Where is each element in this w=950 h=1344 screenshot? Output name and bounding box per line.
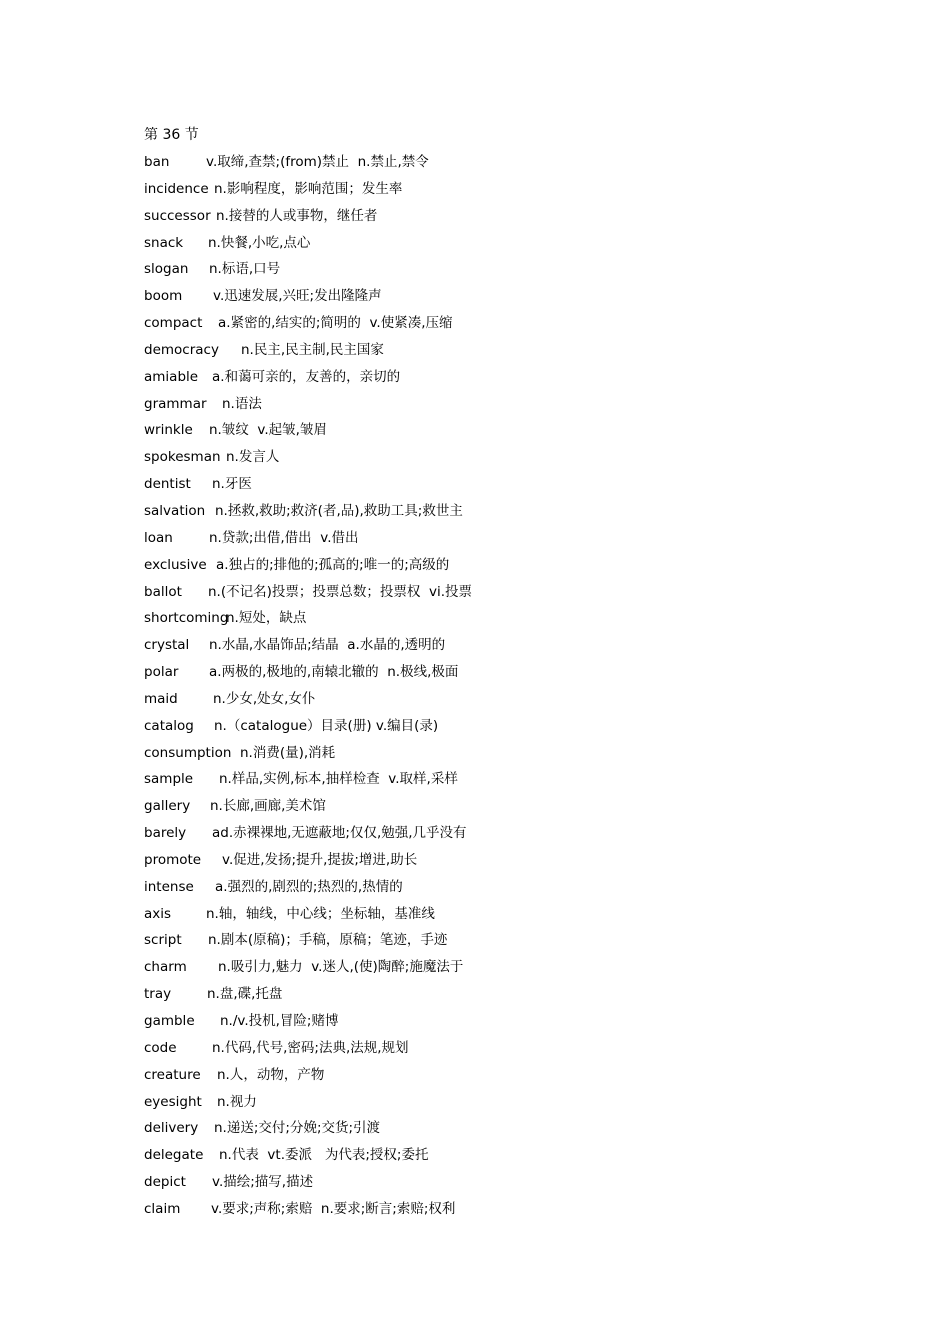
vocab-word: tray <box>144 986 172 1003</box>
vocab-entry <box>144 1115 844 1142</box>
vocab-word: shortcoming <box>144 610 229 627</box>
vocab-entry <box>144 579 844 606</box>
vocab-entry <box>144 525 844 552</box>
vocab-definition: a.两极的,极地的,南辕北辙的 n.极线,极面 <box>209 664 459 681</box>
vocab-word: compact <box>144 315 203 332</box>
vocab-word: intense <box>144 878 194 895</box>
vocab-entry <box>144 1008 844 1035</box>
vocab-word: catalog <box>144 717 194 734</box>
vocab-definition: n.快餐,小吃,点心 <box>208 234 311 251</box>
vocab-word: delegate <box>144 1147 204 1164</box>
vocab-entry <box>144 498 844 525</box>
vocab-word: sample <box>144 771 194 788</box>
section-title: 第 36 节 <box>144 127 199 143</box>
vocab-word: loan <box>144 529 173 546</box>
vocab-word: script <box>144 932 182 949</box>
vocab-word: claim <box>144 1200 181 1217</box>
vocab-definition: n.少女,处女,女仆 <box>213 690 316 707</box>
vocab-definition: n.语法 <box>222 395 262 412</box>
vocab-word: code <box>144 1039 177 1056</box>
vocab-entry <box>144 1169 844 1196</box>
vocab-entry <box>144 444 844 471</box>
vocab-definition: ad.赤裸裸地,无遮蔽地;仅仅,勉强,几乎没有 <box>212 825 467 842</box>
vocab-definition: v.迅速发展,兴旺;发出隆隆声 <box>213 288 382 305</box>
vocab-entry <box>144 230 844 257</box>
vocab-definition: v.要求;声称;索赔 n.要求;断言;索赔;权利 <box>211 1200 456 1217</box>
vocab-word: successor <box>144 207 211 224</box>
vocab-word: slogan <box>144 261 189 278</box>
vocab-definition: n.民主,民主制,民主国家 <box>241 341 384 358</box>
vocab-word: maid <box>144 690 178 707</box>
vocab-definition: n.(不记名)投票；投票总数；投票权 vi.投票 <box>208 583 472 600</box>
vocab-definition: n.影响程度，影响范围；发生率 <box>214 180 403 197</box>
vocab-definition: n.标语,口号 <box>209 261 281 278</box>
vocab-word: gallery <box>144 798 191 815</box>
vocab-word: ballot <box>144 583 182 600</box>
vocabulary-page <box>144 122 844 1223</box>
vocab-word: boom <box>144 288 183 305</box>
vocab-entry <box>144 1035 844 1062</box>
vocab-entry <box>144 766 844 793</box>
vocab-entry <box>144 1089 844 1116</box>
vocab-entry <box>144 337 844 364</box>
vocab-entry <box>144 713 844 740</box>
vocab-definition: n.（catalogue）目录(册) v.编目(录) <box>214 717 439 734</box>
vocab-entry <box>144 471 844 498</box>
vocab-word: exclusive <box>144 556 207 573</box>
vocab-definition: n.视力 <box>217 1093 257 1110</box>
vocab-entry <box>144 283 844 310</box>
vocab-word: polar <box>144 664 179 681</box>
vocab-word: salvation <box>144 502 206 519</box>
vocab-definition: a.和蔼可亲的，友善的，亲切的 <box>212 368 401 385</box>
vocab-definition: n.接替的人或事物，继任者 <box>216 207 378 224</box>
vocab-entry <box>144 659 844 686</box>
vocab-entry <box>144 149 844 176</box>
vocab-word: wrinkle <box>144 422 193 439</box>
vocab-entry <box>144 391 844 418</box>
vocab-definition: n.水晶,水晶饰品;结晶 a.水晶的,透明的 <box>209 637 446 654</box>
vocabulary-list <box>144 149 844 1223</box>
vocab-definition: v.取缔,查禁;(from)禁止 n.禁止,禁令 <box>206 154 429 170</box>
vocab-entry <box>144 256 844 283</box>
vocab-definition: n.代码,代号,密码;法典,法规,规划 <box>212 1039 409 1056</box>
vocab-definition: n.吸引力,魅力 v.迷人,(使)陶醉;施魔法于 <box>218 959 464 976</box>
vocab-word: ban <box>144 154 170 170</box>
vocab-definition: v.描绘;描写,描述 <box>212 1174 314 1191</box>
vocab-definition: n.递送;交付;分娩;交货;引渡 <box>214 1120 381 1137</box>
vocab-definition: n.拯救,救助;救济(者,品),救助工具;救世主 <box>215 502 463 519</box>
vocab-word: charm <box>144 959 187 976</box>
vocab-word: consumption <box>144 744 232 761</box>
vocab-definition: n.短处，缺点 <box>226 610 307 627</box>
vocab-entry <box>144 820 844 847</box>
vocab-word: snack <box>144 234 184 251</box>
vocab-word: axis <box>144 905 172 922</box>
vocab-word: dentist <box>144 476 191 493</box>
vocab-entry <box>144 1062 844 1089</box>
vocab-entry <box>144 1196 844 1223</box>
vocab-entry <box>144 176 844 203</box>
vocab-entry <box>144 605 844 632</box>
vocab-definition: n.人，动物，产物 <box>217 1066 325 1083</box>
vocab-definition: v.促进,发扬;提升,提拔;增进,助长 <box>222 851 418 868</box>
vocab-definition: n./v.投机,冒险;赌博 <box>220 1013 339 1029</box>
vocab-definition: n.皱纹 v.起皱,皱眉 <box>209 422 327 439</box>
vocab-entry <box>144 1142 844 1169</box>
vocab-entry <box>144 927 844 954</box>
vocab-definition: n.贷款;出借,借出 v.借出 <box>209 529 359 546</box>
vocab-word: promote <box>144 851 202 868</box>
vocab-entry <box>144 954 844 981</box>
vocab-definition: a.独占的;排他的;孤高的;唯一的;高级的 <box>216 556 450 573</box>
vocab-word: eyesight <box>144 1093 202 1110</box>
vocab-definition: n.牙医 <box>212 476 252 493</box>
vocab-word: grammar <box>144 395 207 412</box>
vocab-definition: a.紧密的,结实的;简明的 v.使紧凑,压缩 <box>218 315 453 332</box>
vocab-definition: n.盘,碟,托盘 <box>207 986 283 1003</box>
vocab-entry <box>144 793 844 820</box>
vocab-word: depict <box>144 1174 186 1191</box>
vocab-definition: n.发言人 <box>226 449 280 466</box>
vocab-entry <box>144 417 844 444</box>
vocab-definition: n.剧本(原稿)；手稿，原稿；笔迹，手迹 <box>208 932 448 949</box>
vocab-word: amiable <box>144 368 199 385</box>
vocab-entry <box>144 686 844 713</box>
vocab-definition: n.消费(量),消耗 <box>240 744 336 761</box>
vocab-word: creature <box>144 1066 201 1083</box>
vocab-word: delivery <box>144 1120 199 1137</box>
vocab-entry <box>144 203 844 230</box>
vocab-entry <box>144 847 844 874</box>
vocab-word: incidence <box>144 180 209 197</box>
vocab-entry <box>144 632 844 659</box>
vocab-entry <box>144 310 844 337</box>
vocab-word: democracy <box>144 341 219 358</box>
vocab-definition: n.轴，轴线，中心线；坐标轴，基准线 <box>206 905 435 922</box>
vocab-word: barely <box>144 825 187 842</box>
vocab-entry <box>144 552 844 579</box>
vocab-word: gamble <box>144 1013 195 1029</box>
vocab-entry <box>144 901 844 928</box>
vocab-definition: n.样品,实例,标本,抽样检查 v.取样,采样 <box>219 771 458 788</box>
vocab-entry <box>144 981 844 1008</box>
vocab-entry <box>144 740 844 767</box>
vocab-entry <box>144 874 844 901</box>
vocab-definition: n.长廊,画廊,美术馆 <box>210 798 326 815</box>
vocab-entry <box>144 364 844 391</box>
vocab-definition: n.代表 vt.委派 为代表;授权;委托 <box>219 1147 429 1164</box>
vocab-word: crystal <box>144 637 190 654</box>
vocab-word: spokesman <box>144 449 221 466</box>
vocab-definition: a.强烈的,剧烈的;热烈的,热情的 <box>215 878 403 895</box>
